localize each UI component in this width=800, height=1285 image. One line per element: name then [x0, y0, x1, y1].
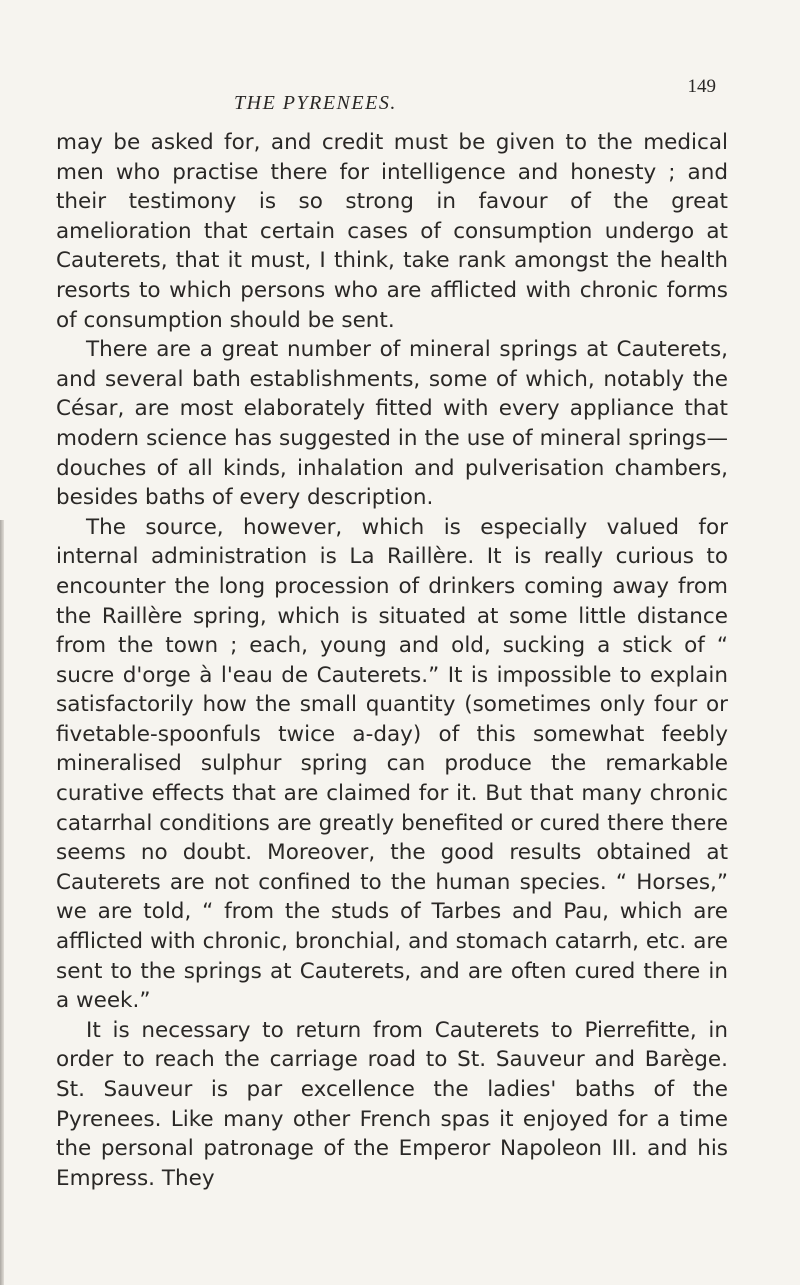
paragraph: The source, however, which is especially valued for internal administration is La Raillère. It is really curious to encounter the long procession of drinkers coming away from the Raillère spring, which is situated at some little distance from the town ; each, young and old, sucking a stick of “ sucre d'orge à l'eau de Cauterets.” It is impossible to explain satisfactorily how the small quantity (sometimes only four or fivetable-spoonfuls twice a-day) of this somewhat feebly mineralised sulphur spring can produce the remarkable curative effects that are claimed for it. But that many chronic catarrhal conditions are greatly benefited or cured there there seems no doubt. Moreover, the good results obtained at Cauterets are not confined to the human species. “ Horses,” we are told, “ from the studs of Tarbes and Pau, which are afflicted with chronic, bronchial, and stomach catarrh, etc. are sent to the springs at Cauterets, and are often cured there in a week.”: [56, 514, 728, 1014]
running-title: THE PYRENEES.: [234, 92, 397, 114]
paragraph: There are a great number of mineral springs at Cauterets, and several bath establishments, some of which, notably the César, are most elaborately fitted with every appliance that modern science has suggested in the use of mineral springs—douches of all kinds, inhalation and pulverisation chambers, besides baths of every description.: [56, 337, 728, 511]
paragraph: It is necessary to return from Cauterets to Pierrefitte, in order to reach the carriage road to St. Sauveur and Barège. St. Sauveur is par excellence the ladies' baths of the Pyrenees. Like many other French spas it enjoyed for a time the personal patronage of the Emperor Napoleon III. and his Empress. They: [56, 1017, 728, 1191]
page-number: 149: [687, 76, 716, 97]
paragraph: may be asked for, and credit must be given to the medical men who practise there for intelligence and honesty ; and their testimony is so strong in favour of the great amelioration that certain cases of consumption undergo at Cauterets, that it must, I think, take rank amongst the health resorts to which persons who are afflicted with chronic forms of consumption should be sent.: [56, 130, 728, 333]
body-text: [56, 128, 728, 1193]
page-header: [224, 76, 716, 116]
page-edge-shadow: [0, 520, 4, 1285]
